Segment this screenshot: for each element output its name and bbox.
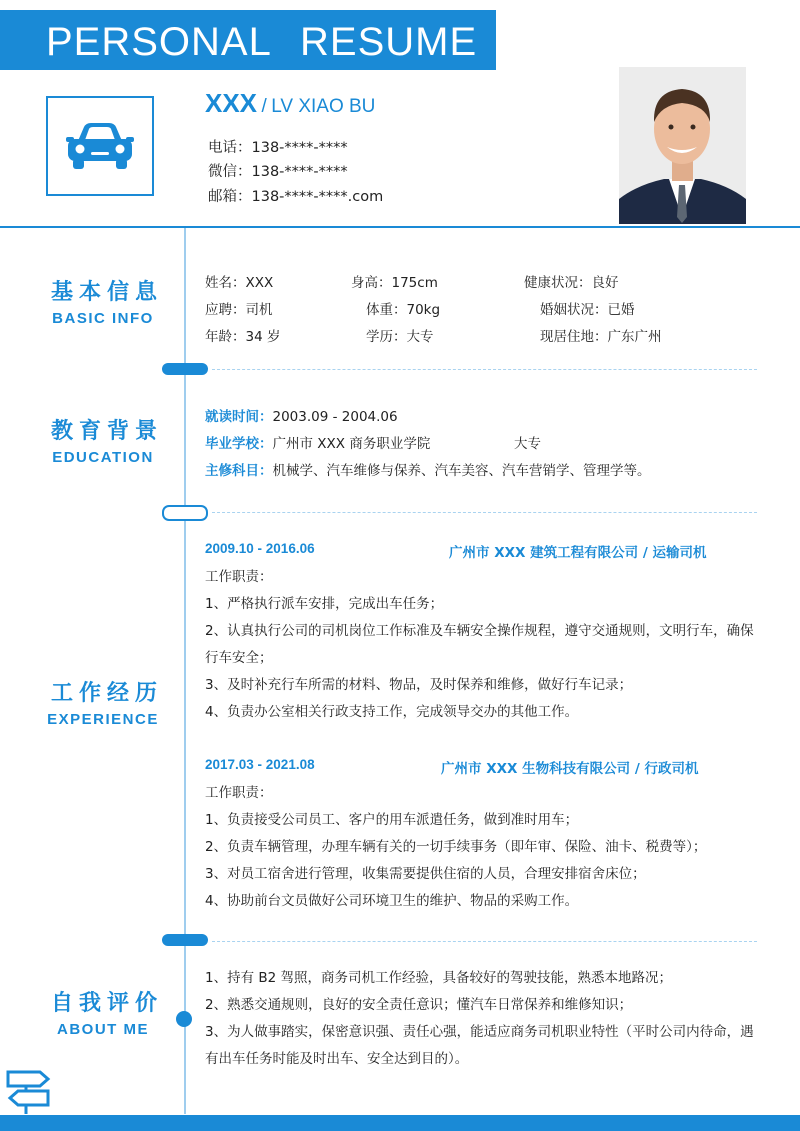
job-1-duty: 3、及时补充行车所需的材料、物品，及时保养和维修，做好行车记录； (205, 677, 633, 693)
job-2-date: 2017.03 - 2021.08 (205, 757, 315, 772)
resume-title-bar (0, 10, 496, 70)
basic-health: 健康状况：良好 (524, 275, 619, 291)
contact-email: 邮箱：138-****-****.com (208, 189, 384, 205)
basic-position: 应聘：司机 (205, 302, 273, 318)
name-separator: / (261, 96, 267, 117)
job-2-duty: 2、负责车辆管理，办理车辆有关的一切手续事务（即年审、保险、油卡、税费等）； (205, 839, 707, 855)
timeline-dot (176, 1011, 192, 1027)
edu-major: 主修科目：机械学、汽车维修与保养、汽车美容、汽车营销学、管理学等。 (205, 463, 651, 479)
section-experience-title-cn: 工作经历 (50, 681, 163, 706)
job-1-duty: 1、严格执行派车安排，完成出车任务； (205, 596, 444, 612)
header-divider (0, 226, 800, 228)
job-1-duty-title: 工作职责： (205, 569, 273, 585)
basic-residence: 现居住地：广东广州 (540, 329, 662, 345)
edu-period: 就读时间：2003.09 - 2004.06 (205, 409, 398, 425)
basic-age: 年龄：34 岁 (205, 329, 281, 345)
divider-1 (212, 369, 757, 370)
profile-photo (619, 67, 746, 224)
title-resume: RESUME (300, 20, 478, 64)
job-1-duties (205, 564, 755, 726)
edu-school: 毕业学校：广州市 XXX 商务职业学院 (205, 436, 431, 452)
contact-phone: 电话：138-****-**** (208, 140, 348, 156)
job-2-duty-title: 工作职责： (205, 785, 273, 801)
car-icon (64, 119, 136, 173)
timeline-line (184, 228, 186, 1114)
about-item: 1、持有 B2 驾照，商务司机工作经验，具备较好的驾驶技能，熟悉本地路况； (205, 970, 673, 986)
contact-wechat: 微信：138-****-**** (208, 164, 348, 180)
section-basic-title-en: BASIC INFO (52, 310, 154, 327)
divider-2 (212, 512, 757, 513)
job-2-duties (205, 780, 755, 915)
section-about-title-en: ABOUT ME (57, 1021, 149, 1038)
job-1-company: 广州市 XXX 建筑工程有限公司 / 运输司机 (449, 545, 707, 561)
divider-3 (212, 941, 757, 942)
timeline-marker-1 (162, 363, 208, 375)
name-pinyin: LV XIAO BU (271, 96, 376, 117)
job-2-duty: 4、协助前台文员做好公司环境卫生的维护、物品的采购工作。 (205, 893, 579, 909)
footer-bar (0, 1115, 800, 1131)
job-2-duty: 1、负责接受公司员工、客户的用车派遣任务，做到准时用车； (205, 812, 579, 828)
job-1-date: 2009.10 - 2016.06 (205, 541, 315, 556)
basic-weight: 体重：70kg (366, 302, 441, 318)
name: XXX (205, 88, 258, 118)
job-2-company: 广州市 XXX 生物科技有限公司 / 行政司机 (441, 761, 699, 777)
signpost-icon (4, 1064, 54, 1114)
car-logo-box (46, 96, 154, 196)
section-basic-title-cn: 基本信息 (50, 280, 163, 305)
basic-name: 姓名：XXX (205, 275, 274, 291)
edu-degree: 大专 (514, 436, 541, 452)
basic-degree: 学历：大专 (366, 329, 434, 345)
section-about-title-cn: 自我评价 (50, 991, 163, 1016)
basic-height: 身高：175cm (351, 275, 438, 291)
timeline-marker-3 (162, 934, 208, 946)
section-experience-title-en: EXPERIENCE (47, 711, 159, 728)
job-1-duty: 4、负责办公室相关行政支持工作，完成领导交办的其他工作。 (205, 704, 579, 720)
timeline-marker-2 (162, 505, 208, 521)
about-item: 3、为人做事踏实，保密意识强、责任心强，能适应商务司机职业特性（平时公司内待命，遇有出车任务时能及时出车、安全达到目的）。 (205, 1024, 754, 1067)
about-item: 2、熟悉交通规则，良好的安全责任意识；懂汽车日常保养和维修知识； (205, 997, 633, 1013)
section-education-title-en: EDUCATION (52, 449, 154, 466)
name-heading (205, 88, 375, 119)
job-2-duty: 3、对员工宿舍进行管理，收集需要提供住宿的人员，合理安排宿舍床位； (205, 866, 646, 882)
section-education-title-cn: 教育背景 (50, 419, 163, 444)
about-list (205, 965, 755, 1073)
job-1-duty: 2、认真执行公司的司机岗位工作标准及车辆安全操作规程，遵守交通规则，文明行车，确保行车安全； (205, 623, 754, 666)
basic-marital: 婚姻状况：已婚 (540, 302, 635, 318)
title-personal: PERSONAL (46, 20, 272, 64)
